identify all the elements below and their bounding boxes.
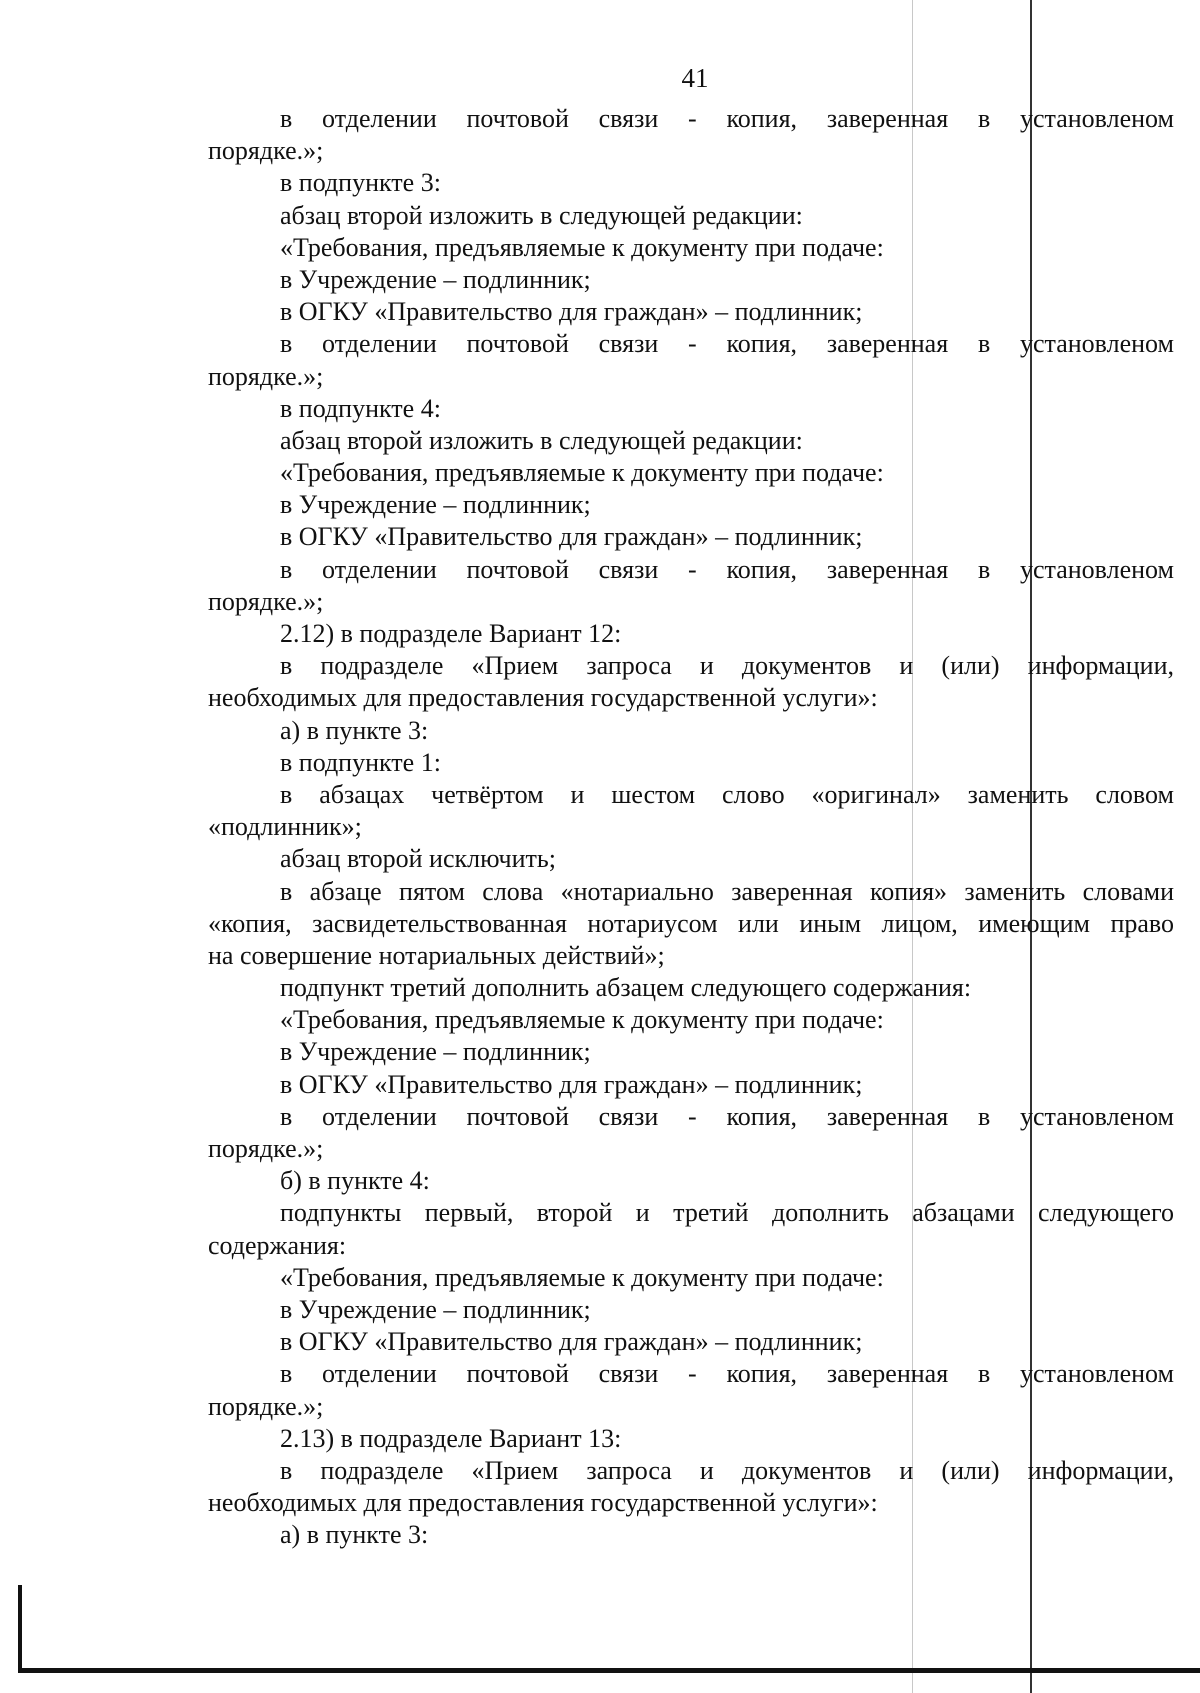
text-line: б) в пункте 4: <box>280 1166 430 1196</box>
text-line: в ОГКУ «Правительство для граждан» – подлинник; <box>280 1327 863 1357</box>
text-line: а) в пункте 3: <box>280 1520 429 1550</box>
text-line: подпункт третий дополнить абзацем следующего содержания: <box>280 973 972 1003</box>
text-line: абзац второй исключить; <box>280 844 556 874</box>
text-line: «Требования, предъявляемые к документу при подаче: <box>280 1005 884 1035</box>
text-line: в абзаце пятом слова «нотариально заверенная копия» заменить словами <box>280 876 1174 906</box>
text-line: в абзацах четвёртом и шестом слово «оригинал» заменить словом <box>280 779 1174 809</box>
text-line: 2.13) в подразделе Вариант 13: <box>280 1423 622 1453</box>
text-line: «Требования, предъявляемые к документу при подаче: <box>280 232 884 262</box>
text-line: порядке.»; <box>208 136 324 166</box>
document-body <box>208 103 1174 1551</box>
text-line: в отделении почтовой связи - копия, заверенная в установленом <box>280 1359 1174 1389</box>
text-line: в подпункте 1: <box>280 747 441 777</box>
text-line: в подразделе «Прием запроса и документов и (или) информации, <box>280 1455 1174 1485</box>
text-line: подпункты первый, второй и третий дополнить абзацами следующего <box>280 1198 1174 1228</box>
text-line: порядке.»; <box>208 1134 324 1163</box>
scan-border <box>18 1585 22 1673</box>
text-line: в отделении почтовой связи - копия, заверенная в установленом <box>280 104 1174 133</box>
scan-border <box>18 1668 1200 1673</box>
text-line: в отделении почтовой связи - копия, заверенная в установленом <box>280 554 1174 584</box>
text-line: в Учреждение – подлинник; <box>280 490 591 520</box>
text-line: в Учреждение – подлинник; <box>280 264 591 294</box>
text-line: порядке.»; <box>208 586 324 616</box>
text-line: «копия, засвидетельствованная нотариусом или иным лицом, имеющим право <box>208 908 1174 938</box>
text-line: необходимых для предоставления государственной услуги»: <box>208 1488 878 1518</box>
text-line: «Требования, предъявляемые к документу при подаче: <box>280 458 884 488</box>
text-line: 2.12) в подразделе Вариант 12: <box>280 619 622 648</box>
text-line: содержания: <box>208 1230 347 1260</box>
text-line: порядке.»; <box>208 361 324 391</box>
text-line: в ОГКУ «Правительство для граждан» – подлинник; <box>280 1069 863 1099</box>
text-line: в Учреждение – подлинник; <box>280 1037 591 1067</box>
text-line: а) в пункте 3: <box>280 715 429 745</box>
text-line: в отделении почтовой связи - копия, заверенная в установленом <box>280 1101 1174 1131</box>
text-line: «подлинник»; <box>208 812 362 842</box>
text-line: необходимых для предоставления государственной услуги»: <box>208 683 878 713</box>
text-line: в ОГКУ «Правительство для граждан» – подлинник; <box>280 297 863 327</box>
text-line: порядке.»; <box>208 1391 324 1421</box>
text-line: в подпункте 4: <box>280 393 441 423</box>
text-line: абзац второй изложить в следующей редакции: <box>280 200 803 230</box>
text-line: в ОГКУ «Правительство для граждан» – подлинник; <box>280 522 863 552</box>
text-line: в отделении почтовой связи - копия, заверенная в установленом <box>280 329 1174 359</box>
text-line: в подпункте 3: <box>280 168 441 198</box>
text-line: «Требования, предъявляемые к документу при подаче: <box>280 1262 884 1292</box>
page-number: 41 <box>681 63 709 93</box>
text-line: на совершение нотариальных действий»; <box>208 940 665 970</box>
text-line: в подразделе «Прием запроса и документов и (или) информации, <box>280 651 1174 681</box>
text-line: абзац второй изложить в следующей редакции: <box>280 425 803 455</box>
text-line: в Учреждение – подлинник; <box>280 1294 591 1324</box>
